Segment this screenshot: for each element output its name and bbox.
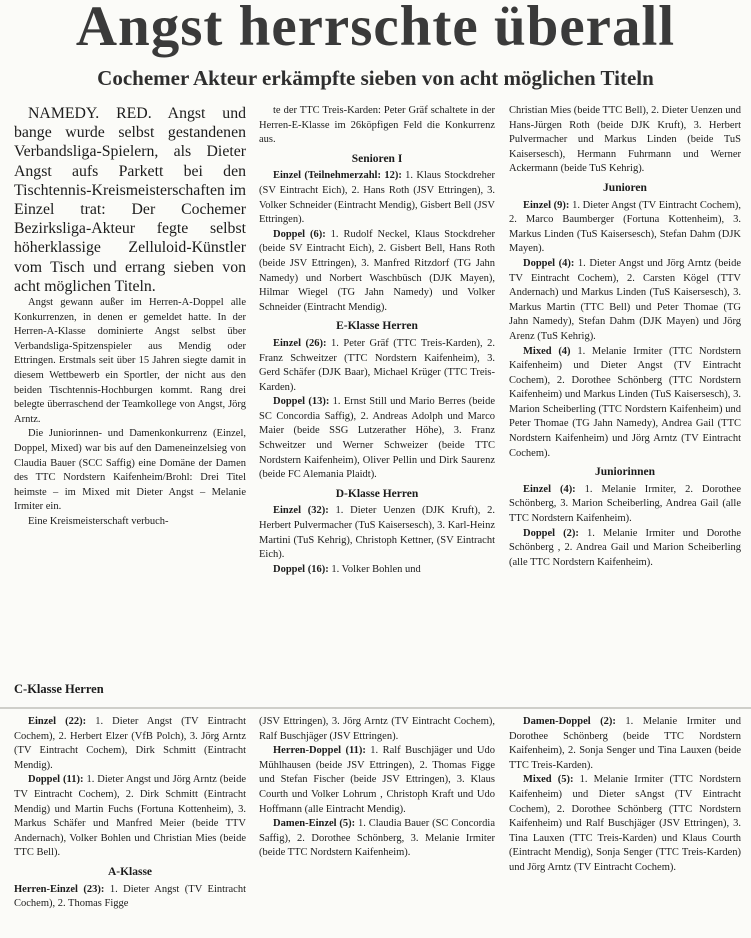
section-heading-a-klasse: A-Klasse — [107, 865, 153, 878]
section-heading-d-klasse: D-Klasse Herren — [335, 487, 419, 500]
result-text: 1. Claudia Bauer (SC Concordia Saffig), 2. Dorothee Schönberg, 3. Melanie Irmiter (beide TTC Nordstern Kaifenheim). — [259, 818, 495, 859]
result-text: 1. Melanie Irmiter, 2. Dorothee Schönberg, 3. Marion Scheiberling, Andrea Gail (alle TTC Nordstern Kaifenheim). — [509, 483, 741, 525]
result-entry — [259, 395, 495, 483]
result-label: Mixed (5): — [523, 774, 574, 786]
result-text: 1. Dieter Angst (TV Eintracht Cochem), 2. Herbert Elzer (VfB Polch), 3. Jörg Arntz (TV Eintracht Cochem), Dirk Schmitt (Eintracht Mendig). — [14, 716, 246, 771]
result-entry — [259, 744, 495, 817]
result-text: 1. Ralf Buschjäger und Udo Mühlhausen (beide JSV Ettringen), 2. Thomas Figge und Stefan Fischer (beide JSV Ettringen), 3. Klaus Courth und Volker Lohrum , Christoph Kraft und Udo Hoffmann (alle Eintracht Mendig). — [259, 745, 495, 815]
result-text: 1. Ernst Still und Mario Berres (beide SC Concordia Saffig), 2. Andreas Adolph und Marco Maier (beide SSG Lutzerather Höhe), 3. Franz Schweitzer und Werner Schweizer (beide TTC Nordstern Kaifenheim), Oliver Pellin und Dirk Saurenz (beide FC Alemania Plaidt). — [259, 396, 495, 481]
result-text: 1. Dieter Angst und Jörg Arntz (beide TV Eintracht Cochem), 2. Carsten Kögel (TTV Andernach) und Markus Linden (TuS Kaisersesch), 3. Markus Martin (TTC Bell) und Peter Thomae (TG Jahn Namedy), Stefan Dahm (DJK Mayen) und Jörg Arenz (TuS Kehrig). — [509, 257, 741, 342]
section-heading-junioren: Junioren — [603, 181, 647, 194]
subheadline: Cochemer Akteur erkämpfte sieben von acht möglichen Titeln — [97, 66, 654, 90]
result-label: Einzel (4): — [523, 483, 576, 495]
result-text: 1. Melanie Irmiter (TTC Nordstern Kaifenheim) und Dieter sAngst (TV Eintracht Cochem), 2. Dorothee Schönberg (TTC Nordstern Kaifenheim) und Ralf Buschjäger (JSV Ettringen), 3. Tina Lauxen (TTC Treis-Karden) und Klaus Courth (Eintracht Mendig), Sonja Senger (TTC Treis-Karden) und Jörg Arntz (TV Eintracht Cochem). — [509, 774, 741, 873]
result-entry — [14, 773, 246, 861]
result-text: 1. Peter Gräf (TTC Treis-Karden), 2. Franz Schweitzer (TTC Nordstern Kaifenheim), 3. Gerd Schäfer (DJK Baar), Michael Krüger (TTC Treis-Karden). — [259, 337, 495, 393]
result-text: 1. Volker Bohlen und — [331, 563, 421, 575]
result-text: 1. Klaus Stockdreher (SV Eintracht Eich), 2. Hans Roth (JSV Ettringen), 3. Volker Schneider (Eintracht Mendig), Gisbert Bell (JSV Ettringen). — [259, 170, 495, 226]
article-column-1 — [14, 104, 246, 682]
result-label: Einzel (32): — [273, 505, 329, 517]
bottom-column-1 — [14, 715, 246, 935]
section-heading-senioren: Senioren I — [351, 152, 403, 165]
result-text: 1. Dieter Angst und Jörg Arntz (beide TV Eintracht Cochem), 2. Dirk Schmitt (Eintracht Mendig) und Martin Fuchs (Fortuna Kottenheim), 3. Markus Schäfer und Manfred Meier (beide TTV Andernach), Volker Bohlen und Christian Mies (beide TTC Bell). — [14, 774, 246, 859]
result-text: 1. Dieter Angst (TV Eintracht Cochem), 2. Thomas Figge — [14, 883, 246, 910]
result-label: Einzel (26): — [273, 337, 327, 349]
result-text: 1. Melanie Irmiter und Dorothee Schönberg (beide TTC Nordstern Kaifenheim), 2. Sonja Senger und Tina Lauxen (beide TTC Treis-Karden). — [509, 716, 741, 771]
result-entry — [14, 715, 246, 773]
result-entry — [259, 563, 495, 578]
results-column-3 — [509, 104, 741, 704]
section-heading-c-klasse: C-Klasse Herren — [14, 682, 104, 696]
bottom-column-2 — [259, 715, 495, 935]
result-label: Doppel (11): — [28, 774, 84, 786]
result-entry — [259, 228, 495, 316]
result-entry — [259, 337, 495, 395]
result-text: 1. Melanie Irmiter (TTC Nordstern Kaifenheim) und Dieter Angst (TV Eintracht Cochem), 2. Dorothee Schönberg (TTC Nordstern Kaifenheim) und Markus Linden (TuS Kaisersesch), 3. Marion Scheiberling (TTC Nordstern Kaifenheim) und Peter Thomae (TG Jahn Namedy), Andrea Gail (TTC Nordstern Kaifenheim) und Jörg Arntz (TV Eintracht Cochem). — [509, 345, 741, 459]
result-label: Doppel (6): — [273, 228, 326, 240]
result-label: Einzel (22): — [28, 716, 87, 727]
result-label: Doppel (2): — [523, 527, 579, 539]
result-label: Damen-Einzel (5): — [273, 818, 356, 830]
body-paragraph: te der TTC Treis-Karden: Peter Gräf schaltete in der Herren-E-Klasse im 26köpfigen Feld die Konkurrenz aus. — [259, 105, 495, 146]
result-label: Doppel (16): — [273, 563, 329, 575]
result-label: Herren-Einzel (23): — [14, 883, 105, 895]
result-entry — [509, 345, 741, 462]
result-label: Doppel (4): — [523, 257, 575, 269]
result-entry — [509, 483, 741, 527]
result-entry — [259, 504, 495, 562]
result-entry — [509, 773, 741, 875]
result-label: Einzel (9): — [523, 199, 570, 211]
result-label: Einzel (Teilnehmerzahl: 12): — [273, 170, 402, 182]
result-text: 1. Dieter Uenzen (DJK Kruft), 2. Herbert Pulvermacher (TuS Kaisersesch), 3. Karl-Heinz Martini (TuS Kehrig), Christoph Kettner, (SV Eintracht Eich). — [259, 505, 495, 561]
result-text: 1. Dieter Angst (TV Eintracht Cochem), 2. Marco Baumberger (Fortuna Kottenheim), 3. Markus Linden (TuS Kaisersesch), Stefan Dahm (DJK Mayen). — [509, 199, 741, 255]
section-heading-juniorinnen: Juniorinnen — [594, 466, 656, 479]
result-entry — [509, 527, 741, 571]
result-entry — [509, 715, 741, 773]
result-label: Herren-Doppel (11): — [273, 745, 366, 757]
result-label: Doppel (13): — [273, 396, 330, 408]
section-heading-e-klasse: E-Klasse Herren — [336, 320, 418, 333]
lead-paragraph: NAMEDY. RED. Angst und bange wurde selbst gestandenen Verbandsliga-Spielern, als Dieter Angst aufs Parkett bei den Tischtennis-Kreismeisterschaften im Einzel trat: Der Cochemer Bezirksliga-Akteur fegte selbst höherklassige Zelluloid-Künstler vom Tisch und errang sieben von acht möglichen Titeln. — [14, 105, 246, 295]
clipping-separator — [0, 707, 751, 709]
result-entry — [259, 817, 495, 861]
bottom-column-3 — [509, 715, 741, 935]
body-paragraph: (JSV Ettringen), 3. Jörg Arntz (TV Eintracht Cochem), Ralf Buschjäger (JSV Ettringen). — [259, 716, 495, 742]
body-paragraph: Angst gewann außer im Herren-A-Doppel alle Konkurrenzen, in denen er gemeldet hatte. In der Herren-A-Klasse dominierte Angst selbst über Verbandsliga-Spitzenspieler aus Mendig oder Ettringen. Erstmals seit über 15 Jahren siegte damit in diesem Wettbewerb ein Sportler, der nicht aus den beiden Tischtennis-Hochburgen kommt. Rang drei belegte überraschend der Teamkollege von Angst, Jörg Arntz. — [14, 297, 246, 425]
results-column-2 — [259, 104, 495, 704]
headline: Angst herrschte überall — [75, 0, 676, 58]
result-entry — [509, 257, 741, 345]
body-paragraph: Die Juniorinnen- und Damenkonkurrenz (Einzel, Doppel, Mixed) war bis auf den Dameneinzelsieg von Claudia Bauer (SCC Saffig) eine Domäne der Damen des TTC Nordstern Kaifenheim/Brohl: Drei Titel heimste – im Mixed mit Dieter Angst – Melanie Irmiter ein. — [14, 428, 246, 513]
result-label: Damen-Doppel (2): — [523, 716, 616, 727]
body-paragraph: Christian Mies (beide TTC Bell), 2. Dieter Uenzen und Hans-Jürgen Roth (beide DJK Kruft), 3. Herbert Pulvermacher und Markus Linden (beide TuS Kaisersesch), Hermann Fuhrmann und Werner Ackermann (beide TuS Kehrig). — [509, 105, 741, 175]
result-text: 1. Melanie Irmiter und Dorothe Schönberg , 2. Andrea Gail und Marion Scheiberling (alle TTC Nordstern Kaifenheim). — [509, 527, 741, 568]
result-entry — [509, 199, 741, 257]
result-text: 1. Rudolf Neckel, Klaus Stockdreher (beide SV Eintracht Eich), 2. Gisbert Bell, Hans Roth (beide JSV Ettringen), 3. Manfred Ritzdorf (TG Jahn Namedy) und Norbert Waschbüsch (DJK Mayen), Hilmar Wiegel (TG Jahn Namedy) und Volker Schneider (Eintracht Mendig). — [259, 228, 495, 313]
result-entry — [14, 883, 246, 912]
body-paragraph: Eine Kreismeisterschaft verbuch- — [28, 515, 169, 527]
result-label: Mixed (4) — [523, 345, 571, 357]
result-entry — [259, 169, 495, 227]
